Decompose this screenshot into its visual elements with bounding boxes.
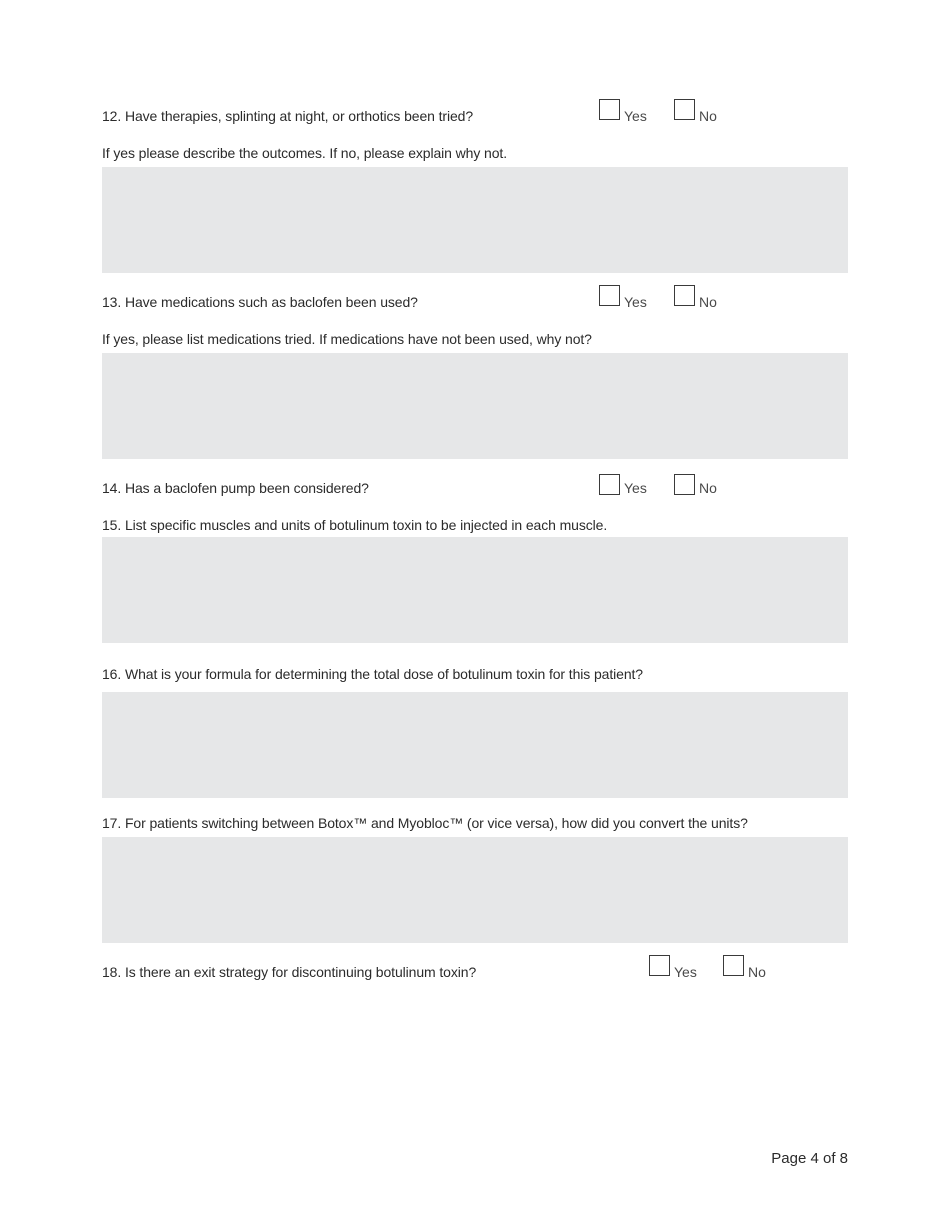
question-17-text: 17. For patients switching between Botox™ and Myobloc™ (or vice versa), how did you convert the units? [102, 815, 748, 831]
question-14-no-label: No [699, 480, 717, 496]
question-13-followup-text: If yes, please list medications tried. If medications have not been used, why not? [102, 331, 592, 347]
question-15-answer-field[interactable] [102, 537, 848, 643]
question-14-no-checkbox[interactable] [674, 474, 695, 495]
question-14-text: 14. Has a baclofen pump been considered? [102, 480, 369, 496]
question-18-no-label: No [748, 964, 766, 980]
question-16-text: 16. What is your formula for determining the total dose of botulinum toxin for this patient? [102, 666, 643, 682]
question-13-yes-checkbox[interactable] [599, 285, 620, 306]
question-18-no-checkbox[interactable] [723, 955, 744, 976]
question-13-no-checkbox[interactable] [674, 285, 695, 306]
question-12-no-checkbox[interactable] [674, 99, 695, 120]
question-17-answer-field[interactable] [102, 837, 848, 943]
question-18-yes-label: Yes [674, 964, 697, 980]
question-12-no-label: No [699, 108, 717, 124]
question-12-yes-checkbox[interactable] [599, 99, 620, 120]
question-15-text: 15. List specific muscles and units of botulinum toxin to be injected in each muscle. [102, 517, 608, 533]
question-12-answer-field[interactable] [102, 167, 848, 273]
question-14-yes-label: Yes [624, 480, 647, 496]
question-14-yes-checkbox[interactable] [599, 474, 620, 495]
question-18-text: 18. Is there an exit strategy for discontinuing botulinum toxin? [102, 964, 477, 980]
question-12-text: 12. Have therapies, splinting at night, or orthotics been tried? [102, 108, 474, 124]
question-12-followup-text: If yes please describe the outcomes. If no, please explain why not. [102, 145, 507, 161]
question-13-no-label: No [699, 294, 717, 310]
question-13-text: 13. Have medications such as baclofen been used? [102, 294, 418, 310]
question-16-answer-field[interactable] [102, 692, 848, 798]
question-13-answer-field[interactable] [102, 353, 848, 459]
page-number: Page 4 of 8 [771, 1150, 848, 1167]
question-13-yes-label: Yes [624, 294, 647, 310]
question-18-yes-checkbox[interactable] [649, 955, 670, 976]
question-12-yes-label: Yes [624, 108, 647, 124]
